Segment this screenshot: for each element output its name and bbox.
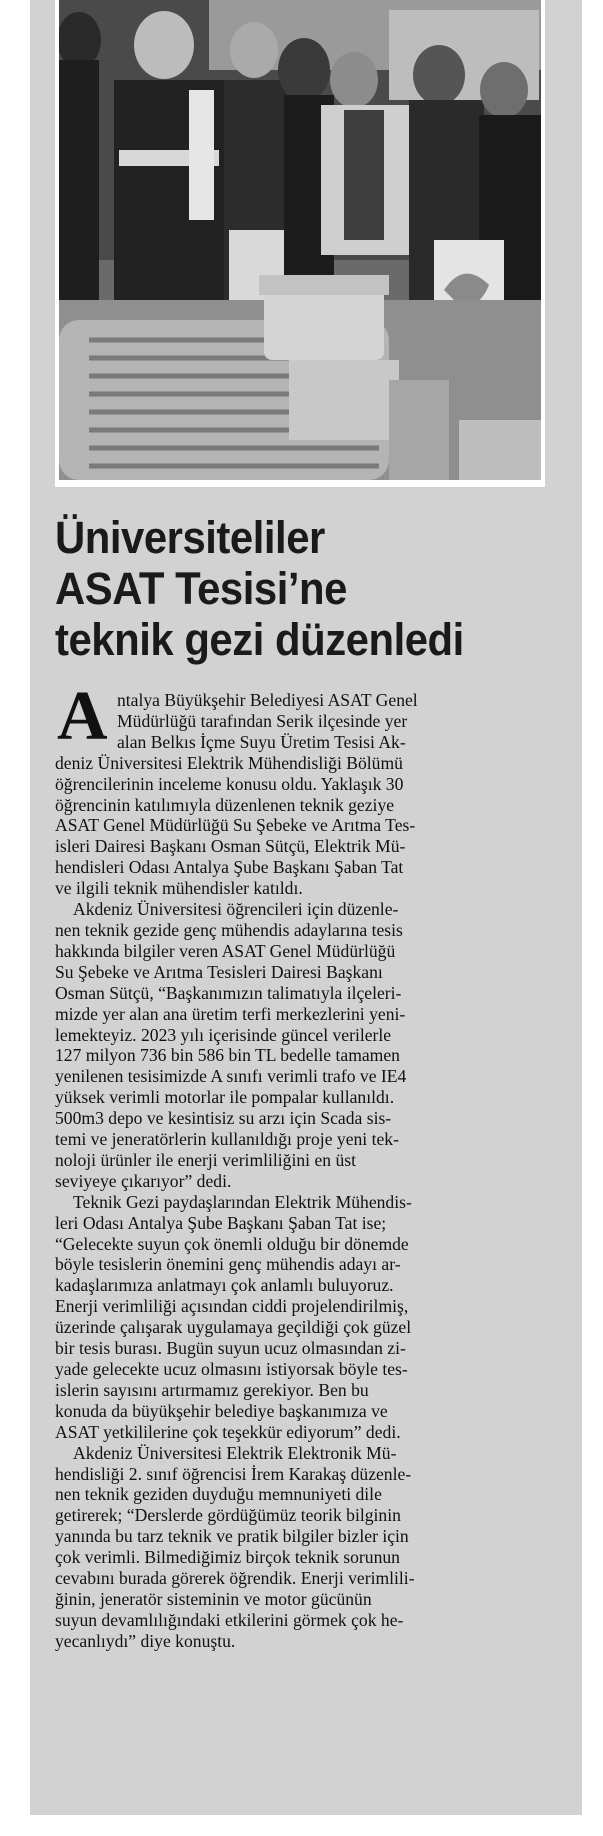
- text-line: kadaşlarımıza anlatmayı çok anlamlı buluyoruz.: [55, 1275, 394, 1296]
- text-line: 127 milyon 736 bin 586 bin TL bedelle tamamen: [55, 1045, 400, 1066]
- article-headline: [55, 512, 520, 665]
- text-line: getirerek; “Derslerde gördüğümüz teorik bilginin: [55, 1505, 401, 1526]
- text-line: Teknik Gezi paydaşlarından Elektrik Mühendis-: [73, 1191, 412, 1212]
- text-line: noloji ürünler ile enerji verimliliğini en üst: [55, 1149, 356, 1170]
- article-body: [55, 678, 560, 1652]
- text-line: ASAT Genel Müdürlüğü Su Şebeke ve Arıtma Tes-: [55, 815, 416, 836]
- headline-line: teknik gezi düzenledi: [55, 614, 464, 665]
- text-line: 500m3 depo ve kesintisiz su arzı için Scada sis-: [55, 1108, 392, 1129]
- text-line: Akdeniz Üniversitesi öğrencileri için düzenle-: [73, 899, 399, 920]
- text-line: Müdürlüğü tarafından Serik ilçesinde yer: [117, 710, 408, 731]
- text-line: öğrencilerinin inceleme konusu oldu. Yaklaşık 30: [55, 773, 404, 794]
- drop-cap: A: [57, 678, 108, 755]
- text-line: nen teknik geziden duyduğu memnuniyeti dile: [55, 1484, 382, 1505]
- paragraph-1: [55, 678, 560, 899]
- headline-line: Üniversiteliler: [55, 512, 325, 563]
- text-line: konuda da büyükşehir belediye başkanımıza ve: [55, 1400, 388, 1421]
- paragraph-4: [55, 1443, 560, 1652]
- photo-students-with-technician: [59, 0, 541, 480]
- text-line: yanında bu tarz teknik ve pratik bilgiler bizler için: [55, 1526, 409, 1547]
- text-line: temi ve jeneratörlerin kullanıldığı proje yeni tek-: [55, 1129, 399, 1150]
- text-line: öğrencinin katılımıyla düzenlenen teknik geziye: [55, 794, 395, 815]
- text-line: Akdeniz Üniversitesi Elektrik Elektronik Mü-: [73, 1442, 397, 1463]
- text-line: hakkında bilgiler veren ASAT Genel Müdürlüğü: [55, 940, 396, 961]
- text-line: yade gelecekte ucuz olmasını istiyorsak böyle tes-: [55, 1359, 408, 1379]
- text-line: alan Belkıs İçme Suyu Üretim Tesisi Ak-: [117, 731, 406, 752]
- text-line: yenilenen tesisimizde A sınıfı verimli trafo ve IE4: [55, 1066, 407, 1087]
- text-line: yecanlıydı” diye konuştu.: [55, 1630, 236, 1651]
- paragraph-2: [55, 899, 560, 1192]
- text-line: Osman Sütçü, “Başkanımızın talimatıyla ilçeleri-: [55, 982, 402, 1003]
- text-line: leri Odası Antalya Şube Başkanı Şaban Tat ise;: [55, 1212, 387, 1233]
- text-line: mizde yer alan ana üretim terfi merkezlerini yeni-: [55, 1003, 406, 1024]
- text-line: yüksek verimli motorlar ile pompalar kullanıldı.: [55, 1087, 395, 1108]
- text-line: nen teknik gezide genç mühendis adaylarına tesis: [55, 919, 403, 940]
- text-line: çok verimli. Bilmediğimiz birçok teknik sorunun: [55, 1547, 400, 1568]
- text-line: ve ilgili teknik mühendisler katıldı.: [55, 878, 303, 899]
- paragraph-3: [55, 1192, 560, 1443]
- text-line: ğinin, jeneratör sisteminin ve motor gücünün: [55, 1588, 372, 1609]
- text-line: lemekteyiz. 2023 yılı içerisinde güncel verilerle: [55, 1024, 392, 1045]
- text-line: üzerinde çalışarak uygulamaya geçildiği çok güzel: [55, 1317, 412, 1338]
- text-line: böyle tesislerin önemini genç mühendis adayı ar-: [55, 1254, 401, 1275]
- text-line: Su Şebeke ve Arıtma Tesisleri Dairesi Başkanı: [55, 961, 383, 982]
- text-line: islerin sayısını artırmamız gerekiyor. Ben bu: [55, 1379, 369, 1400]
- text-line: suyun devamlılığındaki etkilerini görmek çok he-: [55, 1609, 404, 1630]
- text-line: “Gelecekte suyun çok önemli olduğu bir dönemde: [55, 1233, 409, 1254]
- text-line: cevabını burada görerek öğrendik. Enerji verimlili-: [55, 1568, 415, 1589]
- text-line: deniz Üniversitesi Elektrik Mühendisliği Bölümü: [55, 752, 403, 773]
- text-line: seviyeye çıkarıyor” dedi.: [55, 1170, 232, 1191]
- headline-line: ASAT Tesisi’ne: [55, 563, 347, 614]
- text-line: isleri Dairesi Başkanı Osman Sütçü, Elektrik Mü-: [55, 836, 406, 857]
- text-line: ntalya Büyükşehir Belediyesi ASAT Genel: [117, 690, 418, 710]
- text-line: hendisliği 2. sınıf öğrencisi İrem Karakaş düzenle-: [55, 1463, 412, 1484]
- article-photo: [55, 0, 545, 487]
- text-line: hendisleri Odası Antalya Şube Başkanı Şaban Tat: [55, 857, 404, 878]
- text-line: bir tesis burası. Bugün suyun ucuz olmasından zi-: [55, 1338, 406, 1359]
- text-line: ASAT yetkililerine çok teşekkür ediyorum” dedi.: [55, 1421, 401, 1442]
- text-line: Enerji verimliliği açısından ciddi projelendirilmiş,: [55, 1296, 409, 1317]
